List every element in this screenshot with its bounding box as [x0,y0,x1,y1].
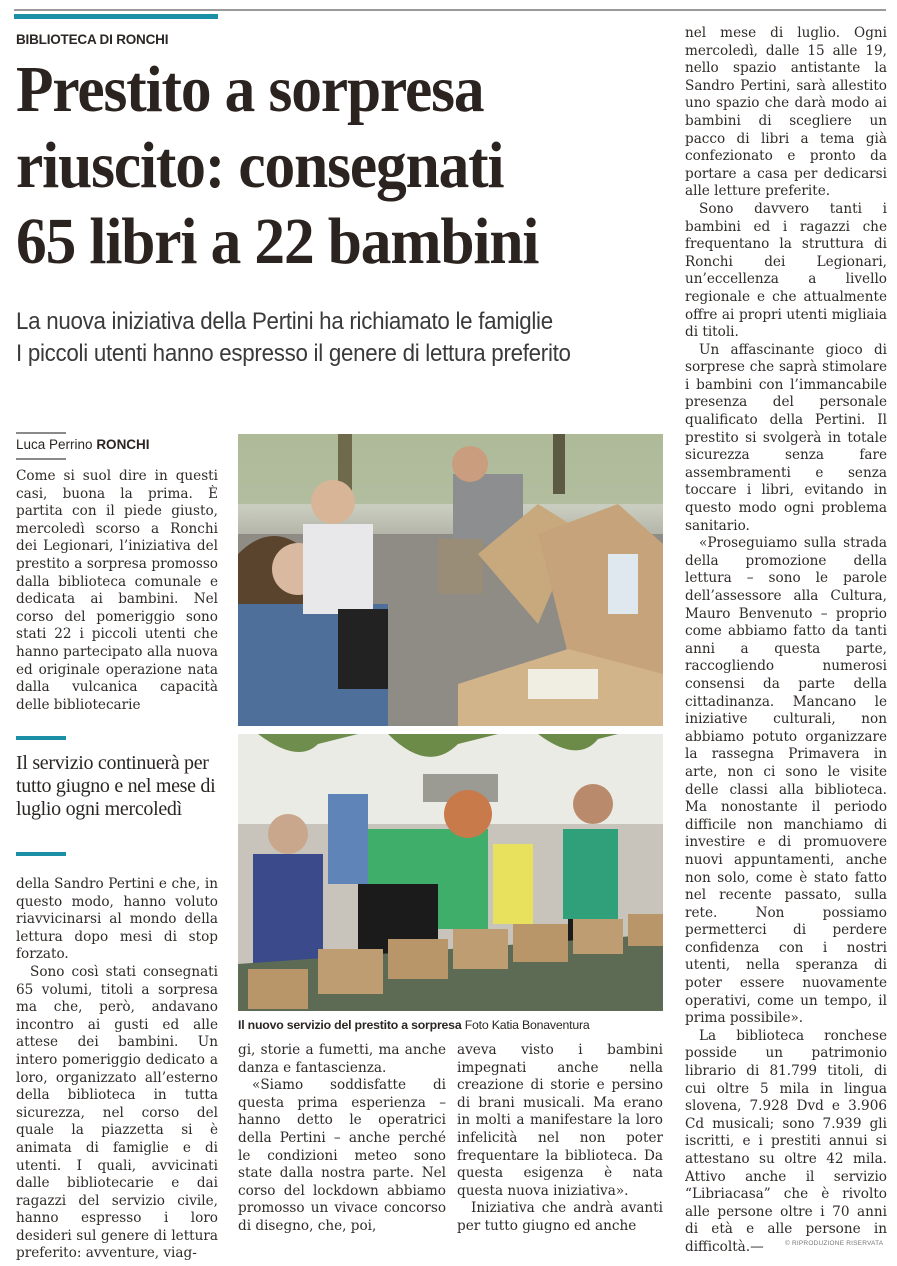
photo-children-choosing-books [238,434,663,726]
top-rule [14,9,886,11]
article-column-2 [238,1042,446,1236]
byline-rule-bottom [16,458,66,460]
headline [16,52,630,280]
subheadline-line: I piccoli utenti hanno espresso il genere di lettura preferito [16,340,571,367]
section-kicker: BIBLIOTECA DI RONCHI [16,32,169,47]
pullquote-rule-bottom [16,852,66,856]
paragraph: della Sandro Pertini e che, in questo modo, hanno voluto riavvicinarsi al mondo della lettura dopo mesi di stop forzato. [16,876,218,963]
byline-place: RONCHI [96,437,150,452]
headline-line: riuscito: consegnati [16,129,504,202]
paragraph: Sono così stati consegnati 65 volumi, titoli a sorpresa ma che, però, andavano incontro ai gusti ed alle attese dei bambini. Un intero pomeriggio dedicato a loro, organizzato all’esterno della biblioteca in tutta sicurezza, nel corso del quale la piazzetta si è animata di famiglie e di utenti. I quali, avvicinati dalle bibliotecarie e dai ragazzi del servizio civile, hanno espresso i loro desideri sul genere di lettura preferito: avventure, viag- [16,963,218,1262]
section-accent-bar [14,14,218,19]
article-column-1a [16,468,218,714]
article-column-1b [16,876,218,1263]
paragraph: «Proseguiamo sulla strada della promozione della lettura – sono le parole dell’assessore alla Cultura, Mauro Benvenuto – proprio come abbiamo fatto da tanti anni a questa parte, raccogliendo numerosi consensi da parte della cittadinanza. Mancano le iniziative culturali, non abbiamo potuto organizzare la rassegna Primavera in arte, non ci sono le visite delle classi alla biblioteca. Ma nonostante il periodo difficile non manchiamo di investire e di promuovere nuovi appuntamenti, anche non solo, come è stato fatto nel recente passato, sulla rete. Non possiamo permetterci di perdere confidenza con i nostri utenti, nella speranza di poter essere nuovamente operativi, come un tempo, il prima possibile». [685,535,887,1027]
headline-line: 65 libri a 22 bambini [16,205,539,278]
byline-rule-top [16,432,66,434]
paragraph: Iniziativa che andrà avanti per tutto giugno ed anche [457,1200,663,1234]
pullquote-rule-top [16,736,66,740]
byline [16,437,150,452]
paragraph: Un affascinante gioco di sorprese che saprà stimolare i bambini con l’immancabile presenza del personale qualificato della Pertini. Il prestito si svolgerà in totale sicurezza senza fare assembramenti e senza toccare i libri, evitando in questo modo ogni problema sanitario. [685,341,887,534]
paragraph: Come si suol dire in questi casi, buona la prima. È partita con il piede giusto, mercoledì scorso a Ronchi dei Legionari, l’iniziativa del prestito a sorpresa promosso dalla biblioteca comunale e dedicata ai bambini. Nel corso del pomeriggio sono stati 22 i piccoli utenti che hanno partecipato alla nuova ed originale operazione nata dalla vulcanica capacità delle bibliotecarie [16,468,218,713]
paragraph: aveva visto i bambini impegnati anche nella creazione di storie e persino di brani musicali. Ma erano in molti a manifestare la loro infelicità nel non poter frequentare la biblioteca. Da questa esigenza è nata questa nuova iniziativa». [457,1042,663,1199]
photo-1-illustration [238,434,663,726]
byline-author: Luca Perrino [16,437,93,452]
headline-line: Prestito a sorpresa [16,53,484,126]
paragraph: Sono davvero tanti i bambini ed i ragazzi che frequentano la struttura di Ronchi dei Legionari, un’eccellenza a livello regionale e che attualmente offre ai propri utenti migliaia di titoli. [685,200,887,341]
article-column-4 [685,25,887,1257]
photo-2-illustration [238,734,663,1011]
paragraph: nel mese di luglio. Ogni mercoledì, dalle 15 alle 19, nello spazio antistante la Sandro Pertini, sarà allestito uno spazio che darà modo ai bambini di scegliere un pacco di libri a tema già confezionato e pronto da portare a casa per dedicarsi alle letture preferite. [685,25,887,200]
article-column-3 [457,1042,663,1236]
paragraph: «Siamo soddisfatte di questa prima esperienza – hanno detto le operatrici della Pertini – anche perché le condizioni meteo sono state dalla nostra parte. Nel corso del lockdown abbiamo promosso un vivace concorso di disegno, che, poi, [238,1077,446,1234]
photo-children-with-paper-bags [238,734,663,1011]
pullquote: Il servizio continuerà per tutto giugno e nel mese di luglio ogni mercoledì [16,752,216,820]
subheadline-line: La nuova iniziativa della Pertini ha richiamato le famiglie [16,308,553,335]
subheadline [16,306,648,370]
caption-credit: Foto Katia Bonaventura [464,1018,590,1032]
caption-title: Il nuovo servizio del prestito a sorpresa [238,1018,462,1032]
copyright-notice: © RIPRODUZIONE RISERVATA [785,1240,884,1247]
paragraph: La biblioteca ronchese posside un patrimonio librario di 81.799 titoli, di cui oltre 5 mila in lingua slovena, 7.928 Dvd e 3.906 Cd musicali; sono 7.939 gli iscritti, e i prestiti annui si attestano su oltre 42 mila. Attivo anche il servizio “Libriacasa” che è rivolto alle persone oltre i 70 anni di età e alle persone in difficoltà.— [685,1027,887,1255]
photo-caption [238,1018,590,1032]
paragraph: gi, storie a fumetti, ma anche danza e fantascienza. [238,1042,446,1076]
